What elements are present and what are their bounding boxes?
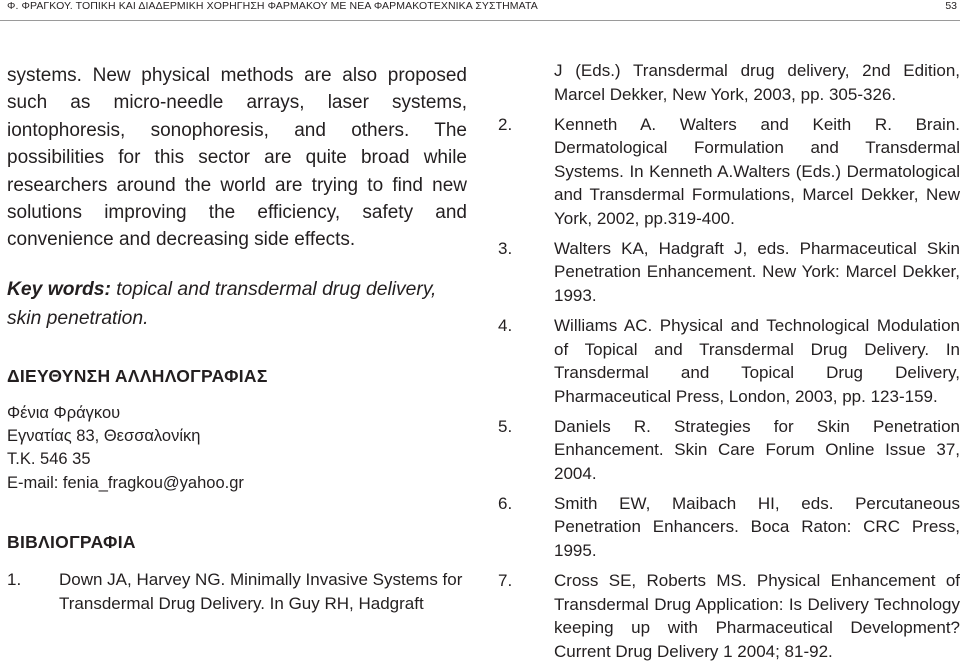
reference-text: J (Eds.) Transdermal drug delivery, 2nd Edition, Marcel Dekker, New York, 2003, pp. 305-326. xyxy=(554,61,960,104)
reference-text: Walters KA, Hadgraft J, eds. Pharmaceutical Skin Penetration Enhancement. New York: Marcel Dekker, 1993. xyxy=(554,238,960,305)
reference-item xyxy=(498,569,960,663)
email-address: E-mail: fenia_fragkou@yahoo.gr xyxy=(7,473,244,492)
reference-number: 4. xyxy=(498,316,513,336)
reference-continuation xyxy=(498,59,960,106)
reference-text: Down JA, Harvey NG. Minimally Invasive Systems for Transdermal Drug Delivery. In Guy RH, Hadgraft xyxy=(59,570,463,613)
reference-number: 7. xyxy=(498,571,513,591)
keywords xyxy=(7,275,467,333)
street-address: Εγνατίας 83, Θεσσαλονίκη xyxy=(7,427,201,446)
abstract-text: systems. New physical methods are also proposed such as micro-needle arrays, laser systems, iontophoresis, sonophoresis, and others. The possibilities for this sector are quite broad while researchers around the world are trying to find new solutions improving the efficiency, safety and convenience and decreasing side effects. xyxy=(7,65,467,251)
header-rule xyxy=(0,20,960,21)
running-head-title: Φ. ΦΡΑΓΚΟΥ. ΤΟΠΙΚΗ ΚΑΙ ΔΙΑΔΕΡΜΙΚΗ ΧΟΡΗΓΗΣΗ ΦΑΡΜΑΚΟΥ ΜΕ ΝΕΑ ΦΑΡΜΑΚΟΤΕΧΝΙΚΑ ΣΥΣΤΗΜΑΤΑ xyxy=(7,0,538,12)
page-number: 53 xyxy=(945,0,957,12)
reference-number: 5. xyxy=(498,416,513,436)
reference-text: Williams AC. Physical and Technological Modulation of Topical and Transdermal Drug Delivery. In Transdermal and Topical Drug Delivery, Pharmaceutical Press, London, 2003, pp. 123-159. xyxy=(554,316,960,406)
reference-number: 6. xyxy=(498,493,513,513)
reference-number: 3. xyxy=(498,238,513,258)
reference-text: Cross SE, Roberts MS. Physical Enhancement of Transdermal Drug Application: Is Delivery Technology keeping up with Pharmaceutical Development? Current Drug Delivery 1 2004; 81-92. xyxy=(554,571,960,661)
correspondence-heading: ΔΙΕΥΘΥΝΣΗ ΑΛΛΗΛΟΓΡΑΦΙΑΣ xyxy=(7,365,268,386)
reference-item xyxy=(498,237,960,308)
reference-text: Daniels R. Strategies for Skin Penetration Enhancement. Skin Care Forum Online Issue 37, 2004. xyxy=(554,416,960,483)
reference-item xyxy=(7,568,467,615)
reference-number: 1. xyxy=(7,570,22,590)
postal-code: Τ.Κ. 546 35 xyxy=(7,450,91,469)
keywords-text: topical and transdermal drug delivery, skin penetration. xyxy=(7,278,437,329)
correspondence-address xyxy=(7,402,467,495)
running-head xyxy=(7,0,957,13)
left-column xyxy=(7,62,467,615)
reference-item xyxy=(498,415,960,486)
right-column xyxy=(498,59,960,670)
bibliography-heading: ΒΙΒΛΙΟΓΡΑΦΙΑ xyxy=(7,532,136,553)
keywords-label: Key words: xyxy=(7,278,111,300)
reference-text: Smith EW, Maibach HI, eds. Percutaneous Penetration Enhancers. Boca Raton: CRC Press, 1995. xyxy=(554,493,960,560)
reference-item xyxy=(498,314,960,408)
author-name: Φένια Φράγκου xyxy=(7,403,121,422)
reference-number: 2. xyxy=(498,114,513,134)
reference-item xyxy=(498,492,960,563)
reference-text: Kenneth A. Walters and Keith R. Brain. Dermatological Formulation and Transdermal Systems. In Kenneth A.Walters (Eds.) Dermatological and Transdermal Formulations, Marcel Dekker, New York, 2002, pp.319-400. xyxy=(554,114,960,228)
bibliography-list-start xyxy=(7,568,467,615)
reference-item xyxy=(498,113,960,231)
